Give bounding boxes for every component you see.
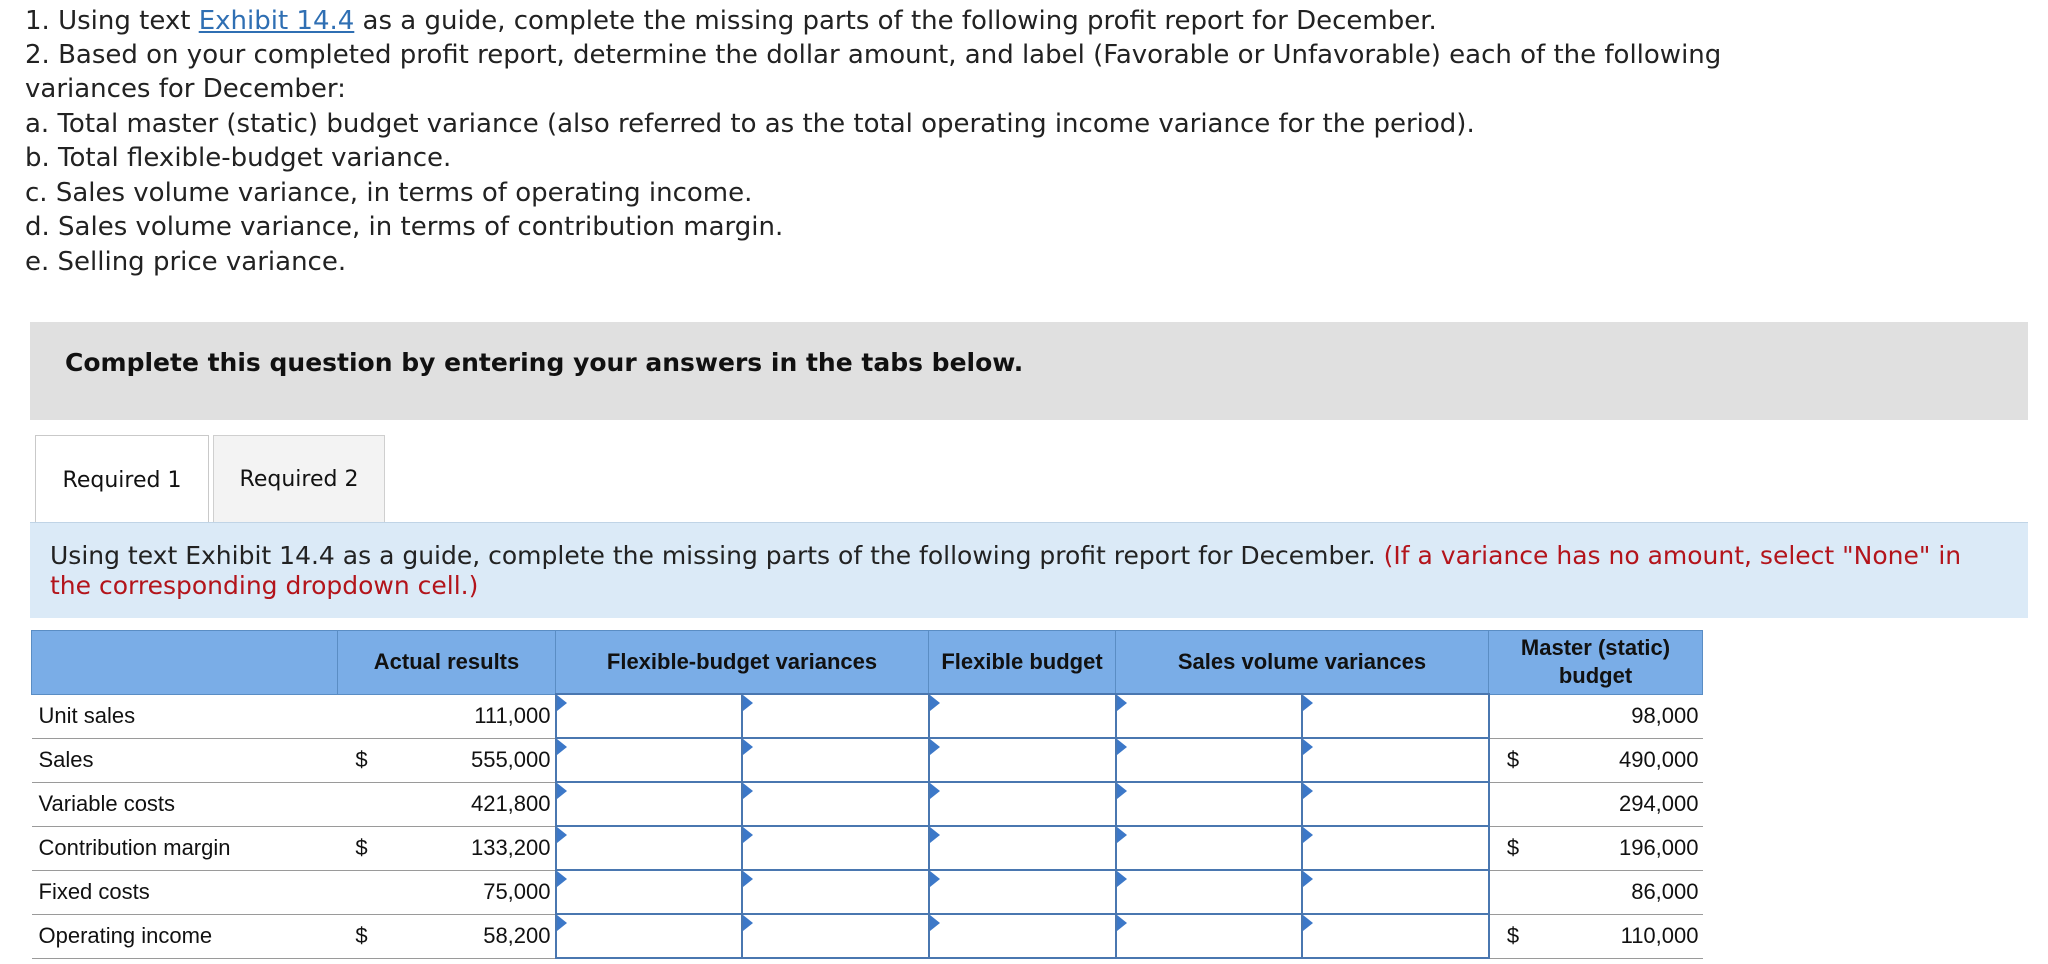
- table-row-variable-costs: [32, 782, 1703, 826]
- header-master-budget: Master (static) budget: [1489, 631, 1703, 695]
- input-marker-icon: [743, 695, 753, 711]
- input-marker-icon: [930, 695, 940, 711]
- flexible-budget-amount-input[interactable]: [929, 914, 1116, 958]
- question-1: [25, 4, 1437, 38]
- input-marker-icon: [930, 871, 940, 887]
- input-marker-icon: [557, 695, 567, 711]
- input-marker-icon: [743, 783, 753, 799]
- actual-currency-symbol: [338, 870, 386, 914]
- sales-volume-variance-amount-input[interactable]: [1116, 914, 1302, 958]
- question-1-prefix: 1. Using text: [25, 6, 199, 36]
- table-header-row: [32, 631, 1703, 695]
- actual-currency-symbol: $: [338, 914, 386, 958]
- input-marker-icon: [1303, 915, 1313, 931]
- actual-value: 111,000: [386, 694, 556, 738]
- instruction-panel: [30, 522, 2028, 618]
- input-marker-icon: [557, 827, 567, 843]
- flexible-budget-variance-amount-input[interactable]: [556, 826, 742, 870]
- actual-value: 133,200: [386, 826, 556, 870]
- flexible-budget-amount-input[interactable]: [929, 782, 1116, 826]
- header-sales-volume-variances: Sales volume variances: [1116, 631, 1489, 695]
- sales-volume-variance-label-dropdown[interactable]: [1302, 694, 1489, 738]
- sales-volume-variance-label-dropdown[interactable]: [1302, 870, 1489, 914]
- actual-currency-symbol: $: [338, 738, 386, 782]
- row-label: Contribution margin: [32, 826, 338, 870]
- sales-volume-variance-amount-input[interactable]: [1116, 738, 1302, 782]
- actual-value: 58,200: [386, 914, 556, 958]
- sales-volume-variance-label-dropdown[interactable]: [1302, 782, 1489, 826]
- tab-required-1[interactable]: [35, 435, 209, 525]
- input-marker-icon: [1117, 695, 1127, 711]
- actual-value: 421,800: [386, 782, 556, 826]
- flexible-budget-variance-amount-input[interactable]: [556, 870, 742, 914]
- flexible-budget-amount-input[interactable]: [929, 694, 1116, 738]
- flexible-budget-variance-amount-input[interactable]: [556, 738, 742, 782]
- input-marker-icon: [1117, 915, 1127, 931]
- sales-volume-variance-label-dropdown[interactable]: [1302, 826, 1489, 870]
- input-marker-icon: [743, 827, 753, 843]
- row-label: Sales: [32, 738, 338, 782]
- input-marker-icon: [743, 871, 753, 887]
- tab-required-1-label: Required 1: [62, 467, 182, 493]
- header-actual-results: Actual results: [338, 631, 556, 695]
- table-row-operating-income: [32, 914, 1703, 958]
- actual-value: 75,000: [386, 870, 556, 914]
- input-marker-icon: [557, 915, 567, 931]
- sales-volume-variance-amount-input[interactable]: [1116, 694, 1302, 738]
- flexible-budget-variance-amount-input[interactable]: [556, 782, 742, 826]
- input-marker-icon: [930, 827, 940, 843]
- flexible-budget-variance-label-dropdown[interactable]: [742, 914, 929, 958]
- table-row-contribution-margin: [32, 826, 1703, 870]
- actual-currency-symbol: [338, 694, 386, 738]
- input-marker-icon: [557, 783, 567, 799]
- instruction-text: [50, 541, 2000, 601]
- flexible-budget-amount-input[interactable]: [929, 870, 1116, 914]
- question-item-e: e. Selling price variance.: [25, 247, 347, 277]
- flexible-budget-variance-amount-input[interactable]: [556, 694, 742, 738]
- master-currency-symbol: $: [1489, 738, 1537, 782]
- input-marker-icon: [1303, 695, 1313, 711]
- question-2-line-2: variances for December:: [25, 74, 346, 104]
- input-marker-icon: [1303, 783, 1313, 799]
- input-marker-icon: [1303, 739, 1313, 755]
- master-currency-symbol: [1489, 870, 1537, 914]
- master-currency-symbol: [1489, 782, 1537, 826]
- profit-report-table: [31, 630, 1703, 959]
- table-row-fixed-costs: [32, 870, 1703, 914]
- row-label: Unit sales: [32, 694, 338, 738]
- master-value: 196,000: [1537, 826, 1703, 870]
- row-label: Variable costs: [32, 782, 338, 826]
- sales-volume-variance-amount-input[interactable]: [1116, 826, 1302, 870]
- master-currency-symbol: [1489, 694, 1537, 738]
- question-1-suffix: as a guide, complete the missing parts of the following profit report for December.: [354, 6, 1437, 36]
- flexible-budget-variance-amount-input[interactable]: [556, 914, 742, 958]
- input-marker-icon: [930, 739, 940, 755]
- flexible-budget-variance-label-dropdown[interactable]: [742, 738, 929, 782]
- instructions-banner: [30, 322, 2028, 420]
- question-item-a: a. Total master (static) budget variance (also referred to as the total operating income variance for the period).: [25, 109, 1475, 139]
- table-row-sales: [32, 738, 1703, 782]
- master-currency-symbol: $: [1489, 826, 1537, 870]
- instruction-main: Using text Exhibit 14.4 as a guide, complete the missing parts of the following profit report for December.: [50, 541, 1376, 570]
- sales-volume-variance-amount-input[interactable]: [1116, 782, 1302, 826]
- actual-currency-symbol: $: [338, 826, 386, 870]
- header-flexible-budget: Flexible budget: [929, 631, 1116, 695]
- sales-volume-variance-label-dropdown[interactable]: [1302, 914, 1489, 958]
- input-marker-icon: [930, 915, 940, 931]
- sales-volume-variance-label-dropdown[interactable]: [1302, 738, 1489, 782]
- actual-value: 555,000: [386, 738, 556, 782]
- master-currency-symbol: $: [1489, 914, 1537, 958]
- input-marker-icon: [1117, 783, 1127, 799]
- table-row-unit-sales: [32, 694, 1703, 738]
- tab-required-2-label: Required 2: [239, 466, 359, 492]
- row-label: Operating income: [32, 914, 338, 958]
- input-marker-icon: [930, 783, 940, 799]
- flexible-budget-variance-label-dropdown[interactable]: [742, 694, 929, 738]
- exhibit-link[interactable]: Exhibit 14.4: [198, 6, 355, 36]
- input-marker-icon: [1117, 871, 1127, 887]
- row-label: Fixed costs: [32, 870, 338, 914]
- tab-required-2[interactable]: [213, 435, 385, 522]
- header-flexible-budget-variances: Flexible-budget variances: [556, 631, 929, 695]
- flexible-budget-variance-label-dropdown[interactable]: [742, 826, 929, 870]
- master-value: 110,000: [1537, 914, 1703, 958]
- sales-volume-variance-amount-input[interactable]: [1116, 870, 1302, 914]
- flexible-budget-amount-input[interactable]: [929, 738, 1116, 782]
- input-marker-icon: [743, 915, 753, 931]
- input-marker-icon: [743, 739, 753, 755]
- input-marker-icon: [557, 871, 567, 887]
- question-2-line-1: 2. Based on your completed profit report, determine the dollar amount, and label (Favorable or Unfavorable) each of the following: [25, 40, 1722, 70]
- input-marker-icon: [1117, 739, 1127, 755]
- master-value: 490,000: [1537, 738, 1703, 782]
- header-blank: [32, 631, 338, 695]
- flexible-budget-variance-label-dropdown[interactable]: [742, 870, 929, 914]
- input-marker-icon: [1303, 871, 1313, 887]
- input-marker-icon: [1303, 827, 1313, 843]
- master-value: 294,000: [1537, 782, 1703, 826]
- input-marker-icon: [557, 739, 567, 755]
- question-item-c: c. Sales volume variance, in terms of operating income.: [25, 178, 753, 208]
- flexible-budget-variance-label-dropdown[interactable]: [742, 782, 929, 826]
- instruction-note: (If a variance has no amount, select "None" in the corresponding dropdown cell.): [50, 541, 1962, 600]
- actual-currency-symbol: [338, 782, 386, 826]
- flexible-budget-amount-input[interactable]: [929, 826, 1116, 870]
- question-item-b: b. Total flexible-budget variance.: [25, 143, 452, 173]
- master-value: 98,000: [1537, 694, 1703, 738]
- master-value: 86,000: [1537, 870, 1703, 914]
- input-marker-icon: [1117, 827, 1127, 843]
- banner-text: Complete this question by entering your answers in the tabs below.: [65, 348, 1024, 377]
- question-item-d: d. Sales volume variance, in terms of contribution margin.: [25, 212, 784, 242]
